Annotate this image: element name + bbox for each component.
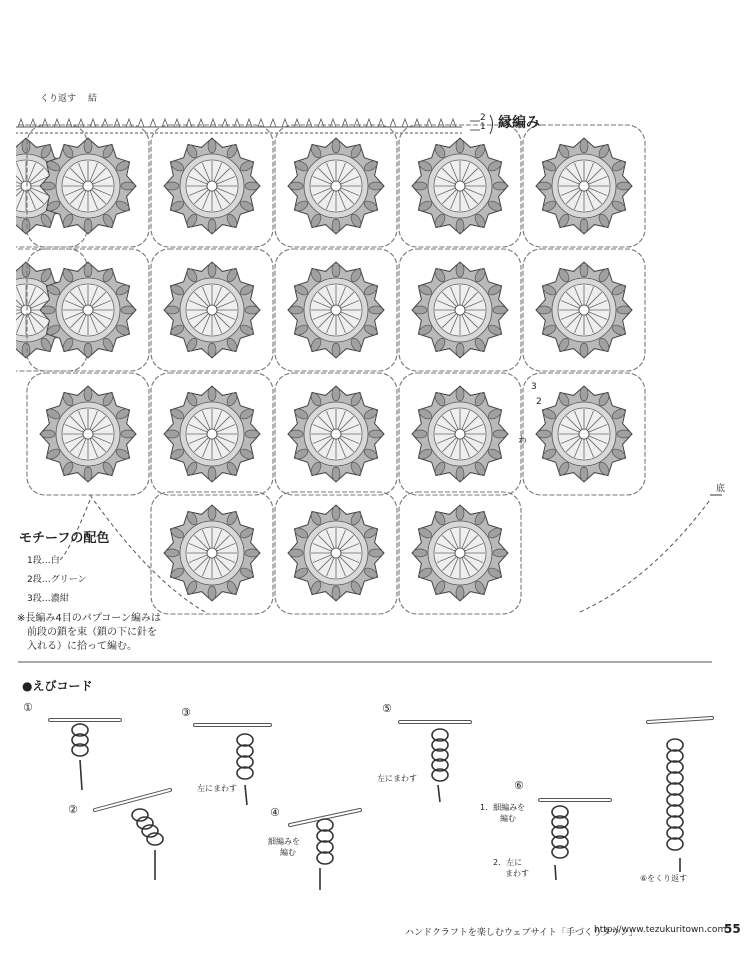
step-1-number: ①	[23, 701, 33, 714]
footer-url[interactable]: http://www.tezukuritown.com	[594, 925, 727, 935]
join-label: 結	[88, 94, 98, 104]
flower-motif	[275, 492, 397, 614]
bag-side-outline	[60, 495, 722, 612]
step-4-number: ④	[270, 806, 280, 819]
flower-motif	[275, 249, 397, 371]
step-6-label-line: 1．細編みを	[480, 803, 526, 812]
flower-motif	[523, 249, 645, 371]
repeat-label: くり返す	[40, 94, 77, 104]
round-mark-2: 2	[536, 397, 542, 407]
row-mark-1: 1	[480, 122, 486, 132]
step-6-number: ⑥	[514, 779, 524, 792]
row-mark-2: 2	[480, 113, 486, 123]
step-5-label: 左にまわす	[377, 774, 417, 783]
ebi-cord-title: ●えびコード	[22, 679, 93, 693]
ring-mark: わ	[518, 436, 528, 446]
flower-motif	[523, 373, 645, 495]
flower-motif	[27, 249, 149, 371]
flower-motif	[399, 492, 521, 614]
flower-motif	[27, 373, 149, 495]
flower-motif	[275, 373, 397, 495]
flower-motif	[151, 373, 273, 495]
note-line: 入れる）に拾って編む。	[27, 641, 137, 652]
step-4-label-line: 細編みを	[268, 837, 300, 846]
color-round-1: 1段…白	[27, 556, 60, 566]
flower-motif	[27, 125, 149, 247]
flower-motif	[523, 125, 645, 247]
color-round-3: 3段…濃紺	[27, 594, 69, 604]
step-6-label-line: 編む	[500, 814, 516, 823]
step-6-label-a	[480, 802, 525, 824]
step-4-label-line: 編む	[280, 848, 296, 857]
flower-motif	[151, 492, 273, 614]
step-5-number: ⑤	[382, 702, 392, 715]
step-6-label-line: まわす	[505, 869, 529, 878]
footer-site-text: ハンドクラフトを楽しむウェブサイト「手づくりタウン」	[405, 928, 638, 938]
popcorn-note	[17, 612, 161, 654]
flower-motif	[399, 125, 521, 247]
ebi-cord-illustrations	[50, 718, 712, 890]
step-2-number: ②	[68, 803, 78, 816]
step-3-label: 左にまわす	[197, 784, 237, 793]
edging-title: 縁編み	[498, 115, 540, 131]
flower-motif	[399, 373, 521, 495]
round-mark-3: 3	[531, 382, 537, 392]
step-6-label-line: 2．左に	[493, 858, 523, 867]
flower-motif	[151, 125, 273, 247]
page-number: 55	[724, 922, 741, 936]
flower-motif	[275, 125, 397, 247]
flower-motif	[151, 249, 273, 371]
motif-colors-title: モチーフの配色	[19, 531, 110, 546]
step-6-label-b	[493, 857, 529, 879]
note-line: 前段の鎖を束（鎖の下に針を	[27, 627, 157, 638]
note-line: ※長編み4目のパプコーン編みは	[17, 613, 162, 624]
repeat-caption: ⑥をくり返す	[640, 874, 688, 883]
flower-motif	[399, 249, 521, 371]
color-round-2: 2段…グリーン	[27, 575, 87, 585]
step-4-label	[268, 836, 300, 858]
step-3-number: ③	[181, 706, 191, 719]
bottom-label: 底	[716, 484, 726, 494]
